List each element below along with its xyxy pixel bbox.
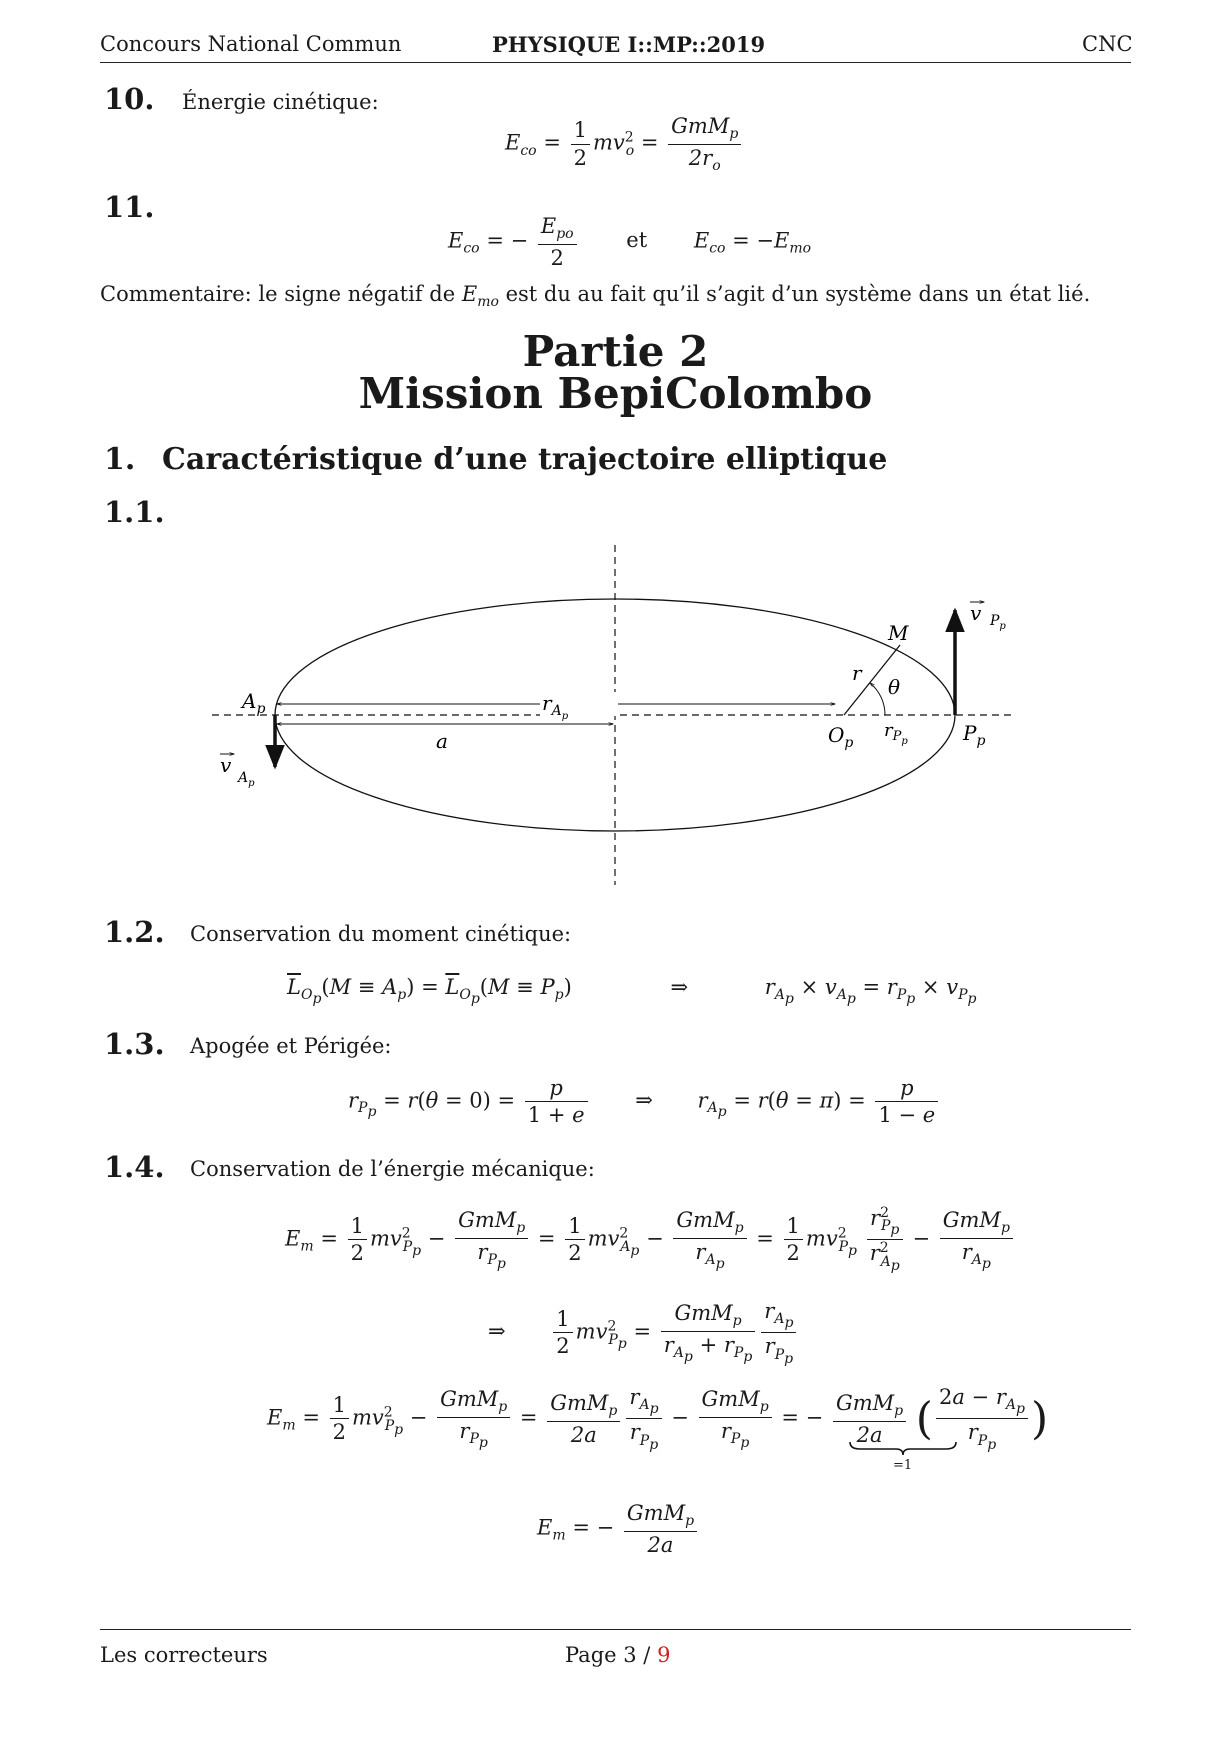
- part-number: Partie 2: [522, 327, 709, 376]
- implies-arrow: ⇒: [488, 1319, 506, 1344]
- part-title: Mission BepiColombo: [358, 369, 873, 418]
- header-right: CNC: [1082, 32, 1133, 56]
- theta-arc: [870, 683, 885, 715]
- q1-2-equation: $\overline{L}_{O_p}(M \equiv A_p) = \overline{L}_{O_p}(M \equiv P_p)$ ⇒ $r_{A_p} \times v_{A_p} = r_{P_p} \times v_{P_p}$: [287, 975, 977, 1007]
- op-label: $O_p$: [828, 723, 854, 751]
- implies-arrow: ⇒: [670, 975, 689, 999]
- q1-4-equation-2: ⇒ $\frac{1}{2}$ $mv^2_{P_p}$ = $\frac{GmM_p}{r_{A_p} + r_{P_p}}$ $\frac{r_{A_p}}{r_{P_p}}$: [488, 1298, 799, 1368]
- footer-left: Les correcteurs: [100, 1643, 268, 1667]
- q1-4-equation-3: $E_m$ = $\frac{1}{2}$ $mv^2_{P_p}$ − $\frac{GmM_p}{r_{P_p}}$ = $\frac{GmM_p}{2a}$ $\frac{r_{A_p}}{r_{P_p}}$ − $\frac{GmM_p}{r_{P_p}}$ = − $\frac{GmM_p}{2a}$ ( $\frac{2a - r_{A_p}}{r_{P_p}}$ ): [267, 1385, 1049, 1453]
- header-rule: [100, 62, 1131, 63]
- q1-4-number: 1.4.: [104, 1150, 165, 1184]
- q1-3-equation: $r_{P_p} = r(\theta = 0)$ = $\frac{p}{1 + e}$ ⇒ $r_{A_p} = r(\theta = \pi)$ = $\frac{p}{1 - e}$: [348, 1075, 941, 1129]
- brace-note: =1: [893, 1458, 913, 1473]
- section-title: Caractéristique d’une trajectoire elliptique: [162, 442, 888, 477]
- a-label: a: [436, 729, 448, 753]
- q11-equation: $E_{co}$ = − $\frac{E_{po}}{2}$ et $E_{co} = -E_{mo}$: [448, 214, 812, 270]
- header-center: PHYSIQUE I::MP::2019: [492, 32, 766, 57]
- word-et: et: [626, 228, 648, 253]
- implies-arrow: ⇒: [635, 1088, 653, 1113]
- m-label: M: [888, 621, 909, 645]
- v-pp-label: v: [970, 601, 982, 625]
- q1-3-label: Apogée et Périgée:: [190, 1034, 392, 1058]
- q1-4-label: Conservation de l’énergie mécanique:: [190, 1157, 595, 1181]
- q11-number: 11.: [104, 190, 155, 224]
- r-pp-label: $r_{Pp}$: [884, 720, 908, 747]
- q1-4-equation-1: $E_m$ = $\frac{1}{2}$ $mv^2_{P_p}$ − $\frac{GmM_p}{r_{P_p}}$ = $\frac{1}{2}$ $mv^2_{A_p}$ − $\frac{GmM_p}{r_{A_p}}$ = $\frac{1}{2}$ $mv^2_{P_p}$ $\frac{r^2_{P_p}}{r^2_{A_p}}$ − $\frac{GmM_p}{r_{A_p}}$: [285, 1205, 1016, 1275]
- q1-4-equation-4: $E_m$ = − $\frac{GmM_p}{2a}$: [537, 1500, 700, 1558]
- comment-before: Commentaire: le signe négatif de: [100, 282, 456, 306]
- ap-label: $A_p$: [242, 689, 266, 717]
- q1-1-number: 1.1.: [104, 495, 165, 529]
- ellipse-diagram: [200, 540, 1030, 890]
- v-pp-sub: $P_p$: [990, 613, 1006, 632]
- footer-rule: [100, 1629, 1131, 1630]
- section-number: 1.: [104, 442, 136, 477]
- page-indicator: [565, 1643, 670, 1667]
- q10-label: Énergie cinétique:: [182, 90, 379, 114]
- pp-label: $P_p$: [963, 721, 986, 749]
- page-prefix: Page 3 /: [565, 1643, 651, 1667]
- underbraced-term: ( $\frac{2a - r_{A_p}}{r_{P_p}}$ ): [915, 1385, 1049, 1453]
- comment-after: est du au fait qu’il s’agit d’un système dans un état lié.: [505, 282, 1091, 306]
- underbrace: [848, 1440, 958, 1456]
- page-total: 9: [657, 1643, 671, 1667]
- header-left: Concours National Commun: [100, 32, 402, 56]
- theta-label: θ: [888, 675, 901, 699]
- q10-equation: $E_{co}$ = $\frac{1}{2}$ $mv^2_o$ = $\frac{GmM_p}{2r_o}$: [505, 113, 744, 175]
- q10-number: 10.: [104, 82, 155, 116]
- v-ap-label: v: [220, 753, 232, 777]
- q1-2-label: Conservation du moment cinétique:: [190, 922, 572, 946]
- q1-2-number: 1.2.: [104, 915, 165, 949]
- q1-3-number: 1.3.: [104, 1027, 165, 1061]
- r-ap-label: $r_{Ap}$: [542, 691, 569, 722]
- comment: Commentaire: le signe négatif de $E_{mo}$ est du au fait qu’il s’agit d’un système dans un état lié.: [100, 282, 1091, 311]
- r-label: r: [852, 661, 862, 685]
- v-ap-sub: $A_p$: [238, 770, 255, 789]
